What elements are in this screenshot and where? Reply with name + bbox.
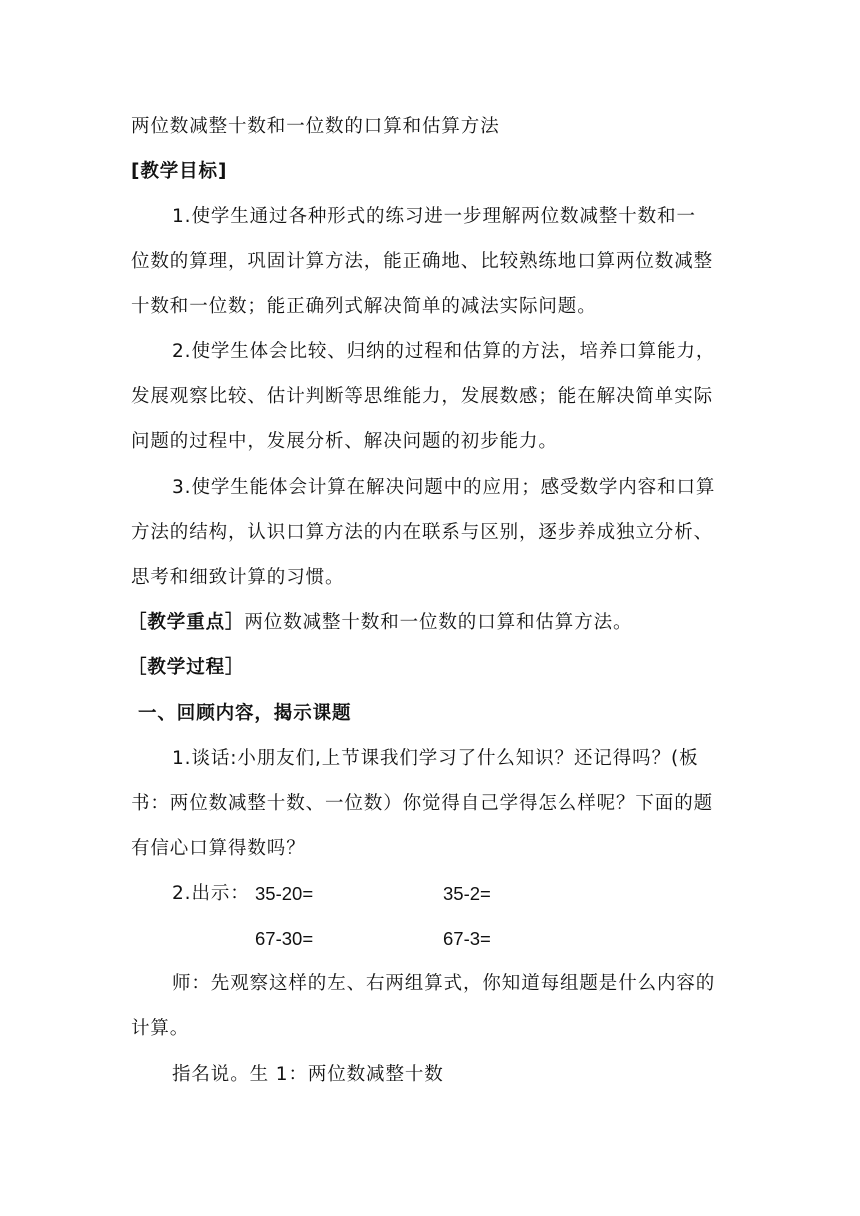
step-2-label: 2.出示： — [172, 883, 250, 904]
objective-2-line-3: 问题的过程中，发展分析、解决问题的初步能力。 — [131, 431, 558, 452]
teacher-prompt-line-2: 计算。 — [131, 1018, 190, 1039]
document-title: 两位数减整十数和一位数的口算和估算方法 — [131, 116, 500, 137]
step-1-line-1: 1.谈话:小朋友们,上节课我们学习了什么知识？还记得吗？(板 — [172, 748, 699, 769]
objective-1-line-1: 1.使学生通过各种形式的练习进一步理解两位数减整十数和一 — [172, 206, 696, 227]
step-1-line-3: 有信心口算得数吗？ — [131, 838, 306, 859]
student-answer: 指名说。生 1：两位数减整十数 — [172, 1064, 444, 1085]
step-1-line-2: 书：两位数减整十数、一位数）你觉得自己学得怎么样呢？下面的题 — [131, 793, 714, 814]
objective-1-line-2: 位数的算理，巩固计算方法，能正确地、比较熟练地口算两位数减整 — [131, 251, 714, 272]
key-point-text: 两位数减整十数和一位数的口算和估算方法。 — [244, 612, 633, 633]
exercise-35-20: 35-20= — [255, 883, 314, 904]
objective-3-line-2: 方法的结构，认识口算方法的内在联系与区别，逐步养成独立分析、 — [131, 522, 714, 543]
objective-3-line-1: 3.使学生能体会计算在解决问题中的应用；感受数学内容和口算 — [172, 477, 716, 498]
process-heading: ［教学过程］ — [128, 657, 245, 678]
objective-2-line-2: 发展观察比较、估计判断等思维能力，发展数感；能在解决简单实际 — [131, 386, 714, 407]
key-point-paragraph — [128, 611, 632, 635]
exercise-35-2: 35-2= — [443, 883, 491, 904]
exercise-67-30: 67-30= — [255, 928, 314, 949]
objective-1-line-3: 十数和一位数；能正确列式解决简单的减法实际问题。 — [131, 296, 597, 317]
teacher-prompt-line-1: 师：先观察这样的左、右两组算式，你知道每组题是什么内容的 — [172, 973, 716, 994]
key-point-heading: ［教学重点］ — [128, 612, 245, 633]
exercise-67-3: 67-3= — [443, 928, 491, 949]
objective-3-line-3: 思考和细致计算的习惯。 — [131, 567, 345, 588]
objectives-heading: [教学目标] — [131, 161, 228, 182]
section-1-heading: 一、回顾内容，揭示课题 — [138, 703, 352, 724]
objective-2-line-1: 2.使学生体会比较、归纳的过程和估算的方法，培养口算能力， — [172, 341, 716, 362]
